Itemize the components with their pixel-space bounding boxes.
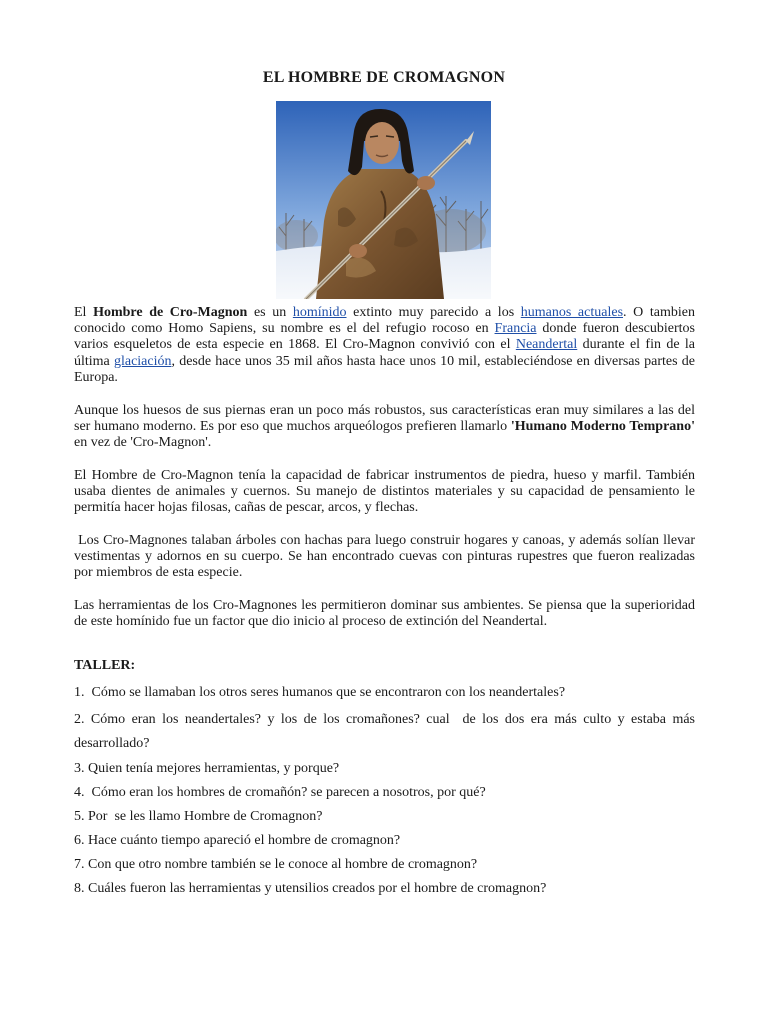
taller-section — [74, 658, 699, 904]
text-span: donde fueron descubiertos varios esqueletos de esta especie en 1868. El Cro-Magnon convivió con el — [74, 321, 695, 353]
link-hominido[interactable]: homínido — [292, 305, 347, 320]
text-span: en vez de 'Cro-Magnon'. — [74, 434, 212, 450]
link-francia[interactable]: Francia — [494, 321, 537, 337]
question-item: 3. Quien tenía mejores herramientas, y porque? — [74, 761, 340, 776]
paragraph-3: El Hombre de Cro-Magnon tenía la capacidad de fabricar instrumentos de piedra, hueso y marfil. También usaba dientes de animales y cuernos. Su manejo de distintos materiales y su capacidad de pensamiento le permitía hacer hojas filosas, cañas de pescar, arcos, y flechas. — [74, 467, 695, 516]
question-item: 8. Cuáles fueron las herramientas y utensilios creados por el hombre de cromagnon? — [74, 881, 547, 896]
paragraph-1 — [74, 305, 695, 386]
text-span: El — [74, 305, 94, 320]
text-span: durante el fin de la última — [74, 337, 696, 369]
link-neandertal[interactable]: Neandertal — [515, 337, 578, 353]
taller-heading: TALLER: — [74, 658, 136, 673]
question-item: 4. Cómo eran los hombres de cromañón? se parecen a nosotros, por qué? — [74, 785, 486, 800]
link-glaciacion[interactable]: glaciación — [113, 353, 172, 369]
page-title: EL HOMBRE DE CROMAGNON — [262, 69, 506, 86]
link-humanos-actuales[interactable]: humanos actuales — [520, 305, 624, 320]
question-item: 2. Cómo eran los neandertales? y los de los cromañones? cual de los dos era más culto y estaba más desarrollado? — [74, 712, 699, 751]
cromagnon-photo — [276, 101, 491, 299]
text-span: , desde hace unos 35 mil años hasta hace unos 10 mil, estableciéndose en diversas partes de Europa. — [74, 353, 695, 385]
question-item: 1. Cómo se llamaban los otros seres humanos que se encontraron con los neandertales? — [74, 685, 566, 700]
question-item: 5. Por se les llamo Hombre de Cromagnon? — [74, 809, 323, 824]
bold-term: 'Humano Moderno Temprano' — [510, 418, 695, 434]
paragraph-4: Los Cro-Magnones talaban árboles con hachas para luego construir hogares y canoas, y además solían llevar vestimentas y adornos en su cuerpo. Se han encontrado cuevas con pinturas rupestres que fueron realizadas por miembros de esta especie. — [74, 532, 699, 581]
question-item: 7. Con que otro nombre también se le conoce al hombre de cromagnon? — [74, 857, 478, 872]
article-body — [74, 305, 699, 647]
paragraph-2 — [74, 403, 695, 452]
text-span: extinto muy parecido a los — [346, 305, 521, 320]
question-item: 6. Hace cuánto tiempo apareció el hombre de cromagnon? — [74, 833, 401, 848]
paragraph-5: Las herramientas de los Cro-Magnones les permitieron dominar sus ambientes. Se piensa que la superioridad de este homínido fue un factor que dio inicio al proceso de extinción del Neandertal. — [74, 597, 695, 630]
bold-term: Hombre de Cro-Magnon — [93, 305, 248, 320]
text-span: Aunque los huesos de sus piernas eran un poco más robustos, sus características eran muy similares a las del ser humano moderno. Es por eso que muchos arqueólogos prefieren llamarlo — [74, 402, 695, 434]
text-span: . O tambien conocido como Homo Sapiens, su nombre es el del refugio rocoso en — [74, 305, 695, 337]
text-span: es un — [247, 305, 293, 320]
